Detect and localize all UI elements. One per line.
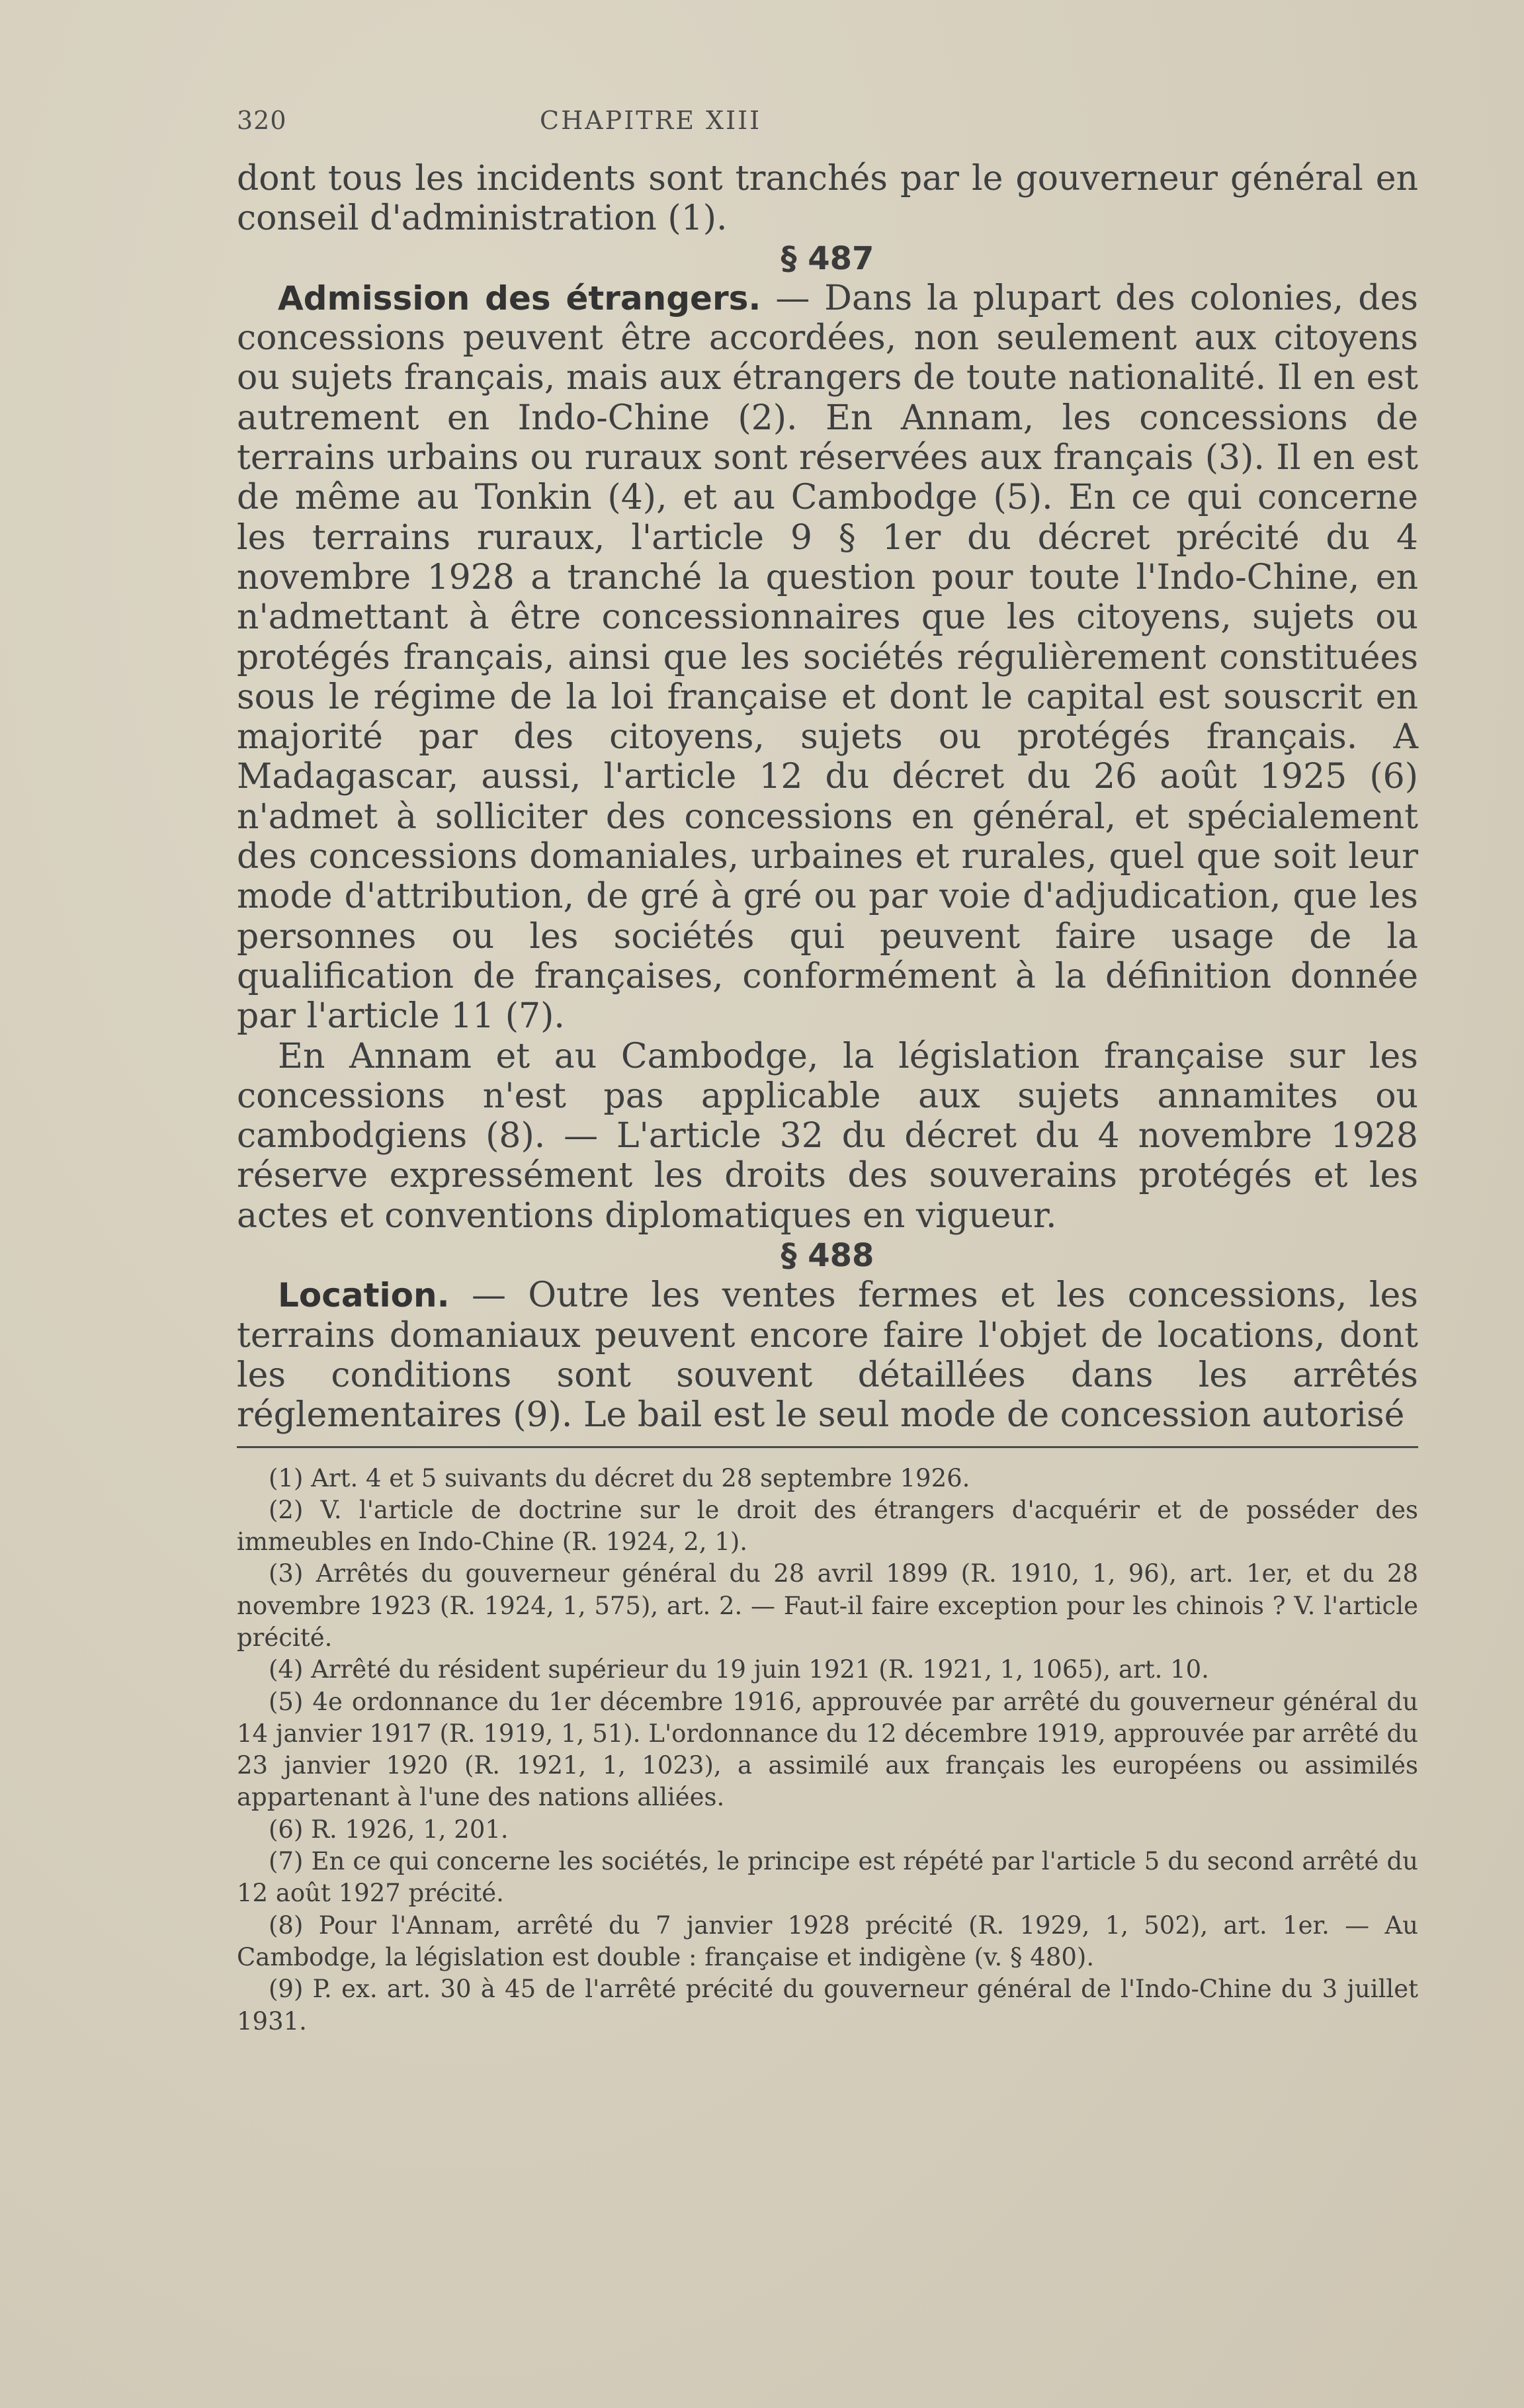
page-number: 320: [237, 106, 287, 135]
paragraph-admission-etrangers: [237, 279, 1418, 1037]
paragraph-text: — Dans la plupart des colonies, des concessions peuvent être accordées, non seulement aux citoyens ou sujets français, mais aux étrangers de toute nationalité. Il en est autrement en Indo-Chine (2). En Annam, les concessions de terrains urbains ou ruraux sont réservées aux français (3). Il en est de même au Tonkin (4), et au Cambodge (5). En ce qui concerne les terrains ruraux, l'article 9 § 1er du décret précité du 4 novembre 1928 a tranché la question pour toute l'Indo-Chine, en n'admettant à être concessionnaires que les citoyens, sujets ou protégés français, ainsi que les sociétés régulièrement constituées sous le régime de la loi française et dont le capital est souscrit en majorité par des citoyens, sujets ou protégés français. A Madagascar, aussi, l'article 12 du décret du 26 août 1925 (6) n'admet à solliciter des concessions en général, et spécialement des concessions domaniales, urbaines et rurales, quel que soit leur mode d'attribution, de gré à gré ou par voie d'adjudication, que les personnes ou les sociétés qui peuvent faire usage de la qualification de françaises, conformément à la définition donnée par l'article 11 (7).: [237, 278, 1418, 1037]
footnote: (9) P. ex. art. 30 à 45 de l'arrêté précité du gouverneur général de l'Indo-Chine du 3 juillet 1931.: [237, 1975, 1418, 2036]
paragraph-rubric: Admission des étrangers.: [278, 279, 761, 318]
paragraph-text: — Outre les ventes fermes et les concessions, les terrains domaniaux peuvent encore faire l'objet de locations, dont les conditions sont souvent détaillées dans les arrêtés réglementaires (9). Le bail est le seul mode de concession autorisé: [237, 1275, 1418, 1436]
footnote: (6) R. 1926, 1, 201.: [269, 1815, 509, 1844]
section-heading-488: § 488: [781, 1237, 874, 1275]
footnotes: [237, 1463, 1418, 2038]
paragraph-continuation: dont tous les incidents sont tranchés par le gouverneur général en conseil d'administration (1).: [237, 159, 1418, 239]
main-text: [237, 159, 1418, 1436]
footnote: (1) Art. 4 et 5 suivants du décret du 28 septembre 1926.: [269, 1463, 970, 1492]
section-heading-487: § 487: [781, 239, 874, 277]
footnote: (2) V. l'article de doctrine sur le droit des étrangers d'acquérir et de posséder des immeubles en Indo-Chine (R. 1924, 2, 1).: [237, 1495, 1418, 1557]
paragraph-annam-cambodge: En Annam et au Cambodge, la législation française sur les concessions n'est pas applicable aux sujets annamites ou cambodgiens (8). — L'article 32 du décret du 4 novembre 1928 réserve expressément les droits des souverains protégés et les actes et conventions diplomatiques en vigueur.: [237, 1036, 1418, 1236]
footnote: (3) Arrêtés du gouverneur général du 28 avril 1899 (R. 1910, 1, 96), art. 1er, et du 28 novembre 1923 (R. 1924, 1, 575), art. 2. — Faut-il faire exception pour les chinois ? V. l'article précité.: [237, 1559, 1418, 1652]
paragraph-rubric: Location.: [278, 1276, 450, 1315]
book-page: [237, 106, 1418, 2038]
footnote: (7) En ce qui concerne les sociétés, le principe est répété par l'article 5 du second arrêté du 12 août 1927 précité.: [237, 1847, 1418, 1908]
footnote-divider: [237, 1446, 1418, 1448]
footnote: (5) 4e ordonnance du 1er décembre 1916, approuvée par arrêté du gouverneur général du 14 janvier 1917 (R. 1919, 1, 51). L'ordonnance du 12 décembre 1919, approuvée par arrêté du 23 janvier 1920 (R. 1921, 1, 1023), a assimilé aux français les européens ou assimilés appartenant à l'une des nations alliées.: [237, 1687, 1418, 1812]
footnote: (8) Pour l'Annam, arrêté du 7 janvier 1928 précité (R. 1929, 1, 502), art. 1er. — Au Cambodge, la législation est double : française et indigène (v. § 480).: [237, 1911, 1418, 1971]
footnote: (4) Arrêté du résident supérieur du 19 juin 1921 (R. 1921, 1, 1065), art. 10.: [269, 1655, 1209, 1684]
running-title: CHAPITRE XIII: [540, 106, 762, 135]
paragraph-location: [237, 1275, 1418, 1435]
page-header: [237, 106, 1418, 159]
